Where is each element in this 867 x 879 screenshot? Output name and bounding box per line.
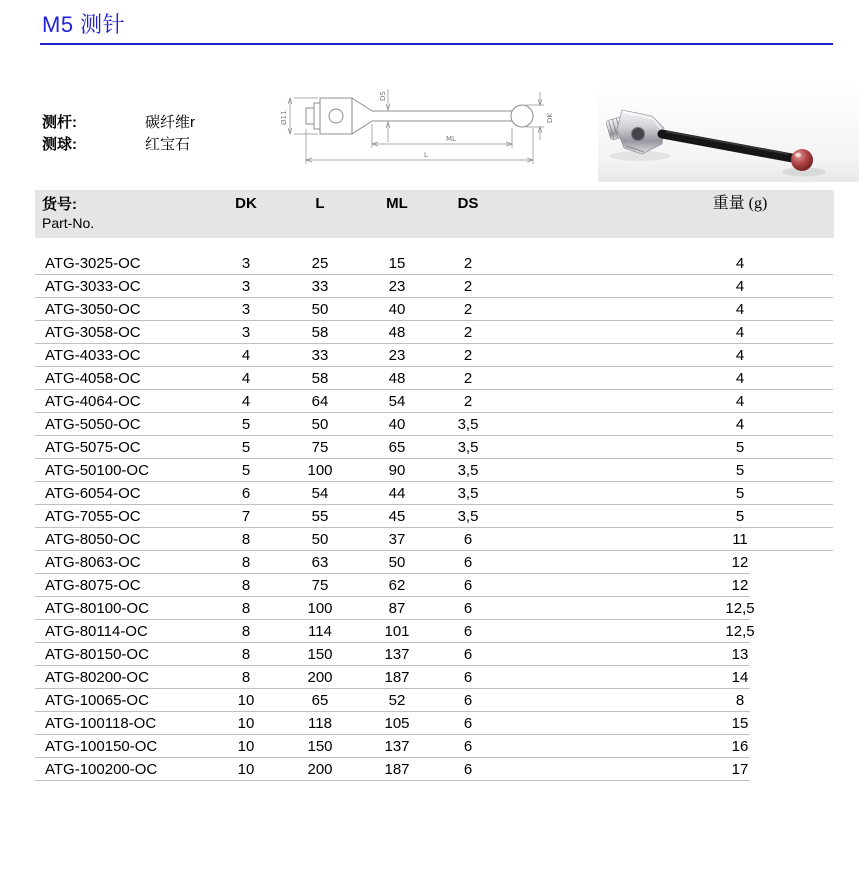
cell-l: 200 [307,669,333,686]
cell-l: 150 [307,646,333,663]
table-row [35,298,834,321]
cell-weight: 4 [735,393,745,410]
cell-ml: 52 [388,692,406,709]
cell-dk: 8 [241,669,251,686]
row-separator [35,780,750,781]
stylus-dimension-diagram [276,84,596,179]
cell-part-no: ATG-5050-OC [45,416,141,433]
cell-part-no: ATG-4064-OC [45,393,141,410]
cell-ds: 2 [463,255,473,272]
cell-weight: 16 [731,738,749,755]
col-header-ds: DS [457,195,479,212]
cell-ml: 137 [384,646,410,663]
cell-ml: 187 [384,669,410,686]
cell-part-no: ATG-5075-OC [45,439,141,456]
spec-ball-value: 红宝石 [145,136,191,153]
cell-ds: 3,5 [457,416,479,433]
spec-ball [42,134,195,156]
cell-weight: 5 [735,485,745,502]
cell-l: 100 [307,600,333,617]
cell-l: 75 [311,577,329,594]
cell-dk: 7 [241,508,251,525]
cell-l: 118 [308,715,332,732]
cell-part-no: ATG-100200-OC [45,761,158,778]
table-row [35,712,834,735]
cell-l: 64 [311,393,329,410]
cell-l: 58 [311,370,329,387]
cell-ml: 40 [388,416,406,433]
cell-part-no: ATG-100118-OC [45,715,157,732]
cell-ds: 6 [463,669,473,686]
table-row [35,620,834,643]
cell-ds: 2 [463,324,473,341]
cell-dk: 10 [237,761,255,778]
table-row [35,367,834,390]
cell-dk: 8 [241,646,251,663]
cell-dk: 10 [237,692,255,709]
cell-ml: 187 [384,761,410,778]
cell-dk: 5 [241,462,251,479]
cell-part-no: ATG-80114-OC [45,623,148,640]
cell-ds: 3,5 [457,485,479,502]
cell-ml: 105 [384,715,410,732]
cell-weight: 5 [735,508,745,525]
cell-ds: 6 [463,692,473,709]
table-row [35,252,834,275]
cell-weight: 4 [735,255,745,272]
cell-ml: 48 [388,324,406,341]
cell-dk: 4 [241,370,251,387]
cell-l: 50 [311,301,329,318]
table-row [35,505,834,528]
table-row [35,643,834,666]
col-header-dk: DK [235,195,257,212]
table-row [35,689,834,712]
table-row [35,482,834,505]
cell-weight: 4 [735,301,745,318]
cell-dk: 8 [241,577,251,594]
cell-dk: 8 [241,531,251,548]
cell-ml: 40 [388,301,406,318]
cell-ml: 137 [384,738,410,755]
cell-l: 63 [311,554,329,571]
cell-ds: 2 [463,393,473,410]
spec-stem-value: 碳纤维r [145,114,195,131]
dim-label-ml: ML [446,135,456,143]
cell-ml: 50 [388,554,406,571]
cell-part-no: ATG-4033-OC [45,347,141,364]
col-header-part-no-en: Part-No. [42,215,95,231]
cell-l: 33 [311,347,329,364]
cell-ml: 23 [388,278,406,295]
cell-dk: 8 [241,554,251,571]
stylus-product-image [596,72,861,188]
spec-stem [42,112,195,134]
cell-part-no: ATG-8075-OC [45,577,141,594]
cell-part-no: ATG-3033-OC [45,278,141,295]
cell-ml: 101 [384,623,410,640]
col-header-weight: 重量 (g) [712,195,768,212]
cell-part-no: ATG-50100-OC [45,462,149,479]
cell-ml: 62 [388,577,406,594]
cell-part-no: ATG-100150-OC [45,738,158,755]
cell-dk: 5 [241,439,251,456]
cell-ds: 6 [463,531,473,548]
cell-weight: 17 [731,761,749,778]
cell-l: 54 [311,485,329,502]
cell-l: 65 [311,692,329,709]
page-title: M5 测针 [42,12,126,37]
cell-ds: 6 [463,623,473,640]
cell-ds: 3,5 [457,439,479,456]
table-header [35,190,834,238]
cell-part-no: ATG-4058-OC [45,370,141,387]
cell-part-no: ATG-80200-OC [45,669,149,686]
cell-ds: 6 [463,715,473,732]
cell-weight: 4 [735,324,745,341]
cell-weight: 8 [735,692,745,709]
material-specs [42,112,195,156]
cell-ml: 23 [388,347,406,364]
table-row [35,413,834,436]
cell-l: 50 [311,416,329,433]
cell-l: 50 [311,531,329,548]
title-divider [40,43,833,45]
cell-weight: 4 [735,370,745,387]
cell-l: 25 [311,255,329,272]
cell-part-no: ATG-10065-OC [45,692,149,709]
cell-ds: 2 [463,301,473,318]
cell-dk: 3 [241,301,251,318]
cell-ml: 37 [388,531,406,548]
spec-stem-label: 测杆: [42,114,77,131]
cell-ds: 3,5 [457,508,479,525]
dim-label-d11: Ø11 [280,110,288,125]
table-row [35,344,834,367]
cell-part-no: ATG-6054-OC [45,485,141,502]
cell-ds: 6 [463,554,473,571]
cell-weight: 13 [731,646,749,663]
cell-ds: 6 [463,600,473,617]
table-row [35,666,834,689]
table-row [35,528,834,551]
table-row [35,735,834,758]
cell-ds: 6 [463,761,473,778]
cell-dk: 10 [237,715,255,732]
cell-part-no: ATG-8050-OC [45,531,141,548]
cell-weight: 5 [735,462,745,479]
cell-ml: 65 [388,439,406,456]
cell-part-no: ATG-80150-OC [45,646,149,663]
cell-weight: 4 [735,416,745,433]
cell-dk: 10 [237,738,255,755]
cell-l: 58 [311,324,329,341]
cell-part-no: ATG-8063-OC [45,554,141,571]
cell-l: 100 [307,462,333,479]
cell-dk: 5 [241,416,251,433]
cell-ml: 15 [388,255,406,272]
cell-ml: 54 [388,393,406,410]
cell-ds: 6 [463,738,473,755]
dim-label-ds: DS [379,91,387,101]
cell-part-no: ATG-7055-OC [45,508,141,525]
cell-part-no: ATG-3058-OC [45,324,141,341]
dim-label-dk: DK [546,113,554,123]
cell-dk: 3 [241,255,251,272]
cell-ml: 90 [388,462,406,479]
table-row [35,551,834,574]
cell-ds: 3,5 [457,462,479,479]
cell-part-no: ATG-3050-OC [45,301,141,318]
col-header-l: L [315,195,325,212]
cell-ds: 2 [463,370,473,387]
cell-dk: 8 [241,623,251,640]
cell-weight: 12,5 [725,623,755,640]
cell-weight: 4 [735,278,745,295]
table-row [35,321,834,344]
cell-l: 150 [307,738,333,755]
table-row [35,574,834,597]
table-row [35,597,834,620]
cell-ds: 6 [463,577,473,594]
col-header-part-no-zh: 货号: [42,196,77,213]
dim-label-l: L [424,151,428,159]
cell-dk: 8 [241,600,251,617]
cell-ml: 45 [388,508,406,525]
parts-table [35,252,834,781]
cell-part-no: ATG-3025-OC [45,255,141,272]
cell-ds: 2 [463,278,473,295]
cell-dk: 4 [241,347,251,364]
cell-l: 75 [311,439,329,456]
cell-weight: 15 [731,715,749,732]
cell-l: 114 [308,623,332,640]
cell-weight: 12,5 [725,600,755,617]
cell-ml: 87 [388,600,406,617]
cell-ds: 6 [463,646,473,663]
table-row [35,436,834,459]
cell-dk: 3 [241,324,251,341]
cell-dk: 3 [241,278,251,295]
cell-weight: 14 [731,669,749,686]
cell-weight: 12 [731,554,749,571]
cell-dk: 4 [241,393,251,410]
table-row [35,275,834,298]
cell-l: 55 [311,508,329,525]
table-row [35,390,834,413]
col-header-ml: ML [386,195,408,212]
cell-l: 33 [311,278,329,295]
cell-weight: 11 [732,531,748,548]
cell-weight: 4 [735,347,745,364]
cell-part-no: ATG-80100-OC [45,600,149,617]
cell-ml: 44 [388,485,406,502]
cell-l: 200 [307,761,333,778]
cell-dk: 6 [241,485,251,502]
cell-weight: 12 [731,577,749,594]
table-row [35,459,834,482]
cell-ds: 2 [463,347,473,364]
cell-weight: 5 [735,439,745,456]
cell-ml: 48 [388,370,406,387]
spec-ball-label: 测球: [42,136,77,153]
table-row [35,758,834,781]
